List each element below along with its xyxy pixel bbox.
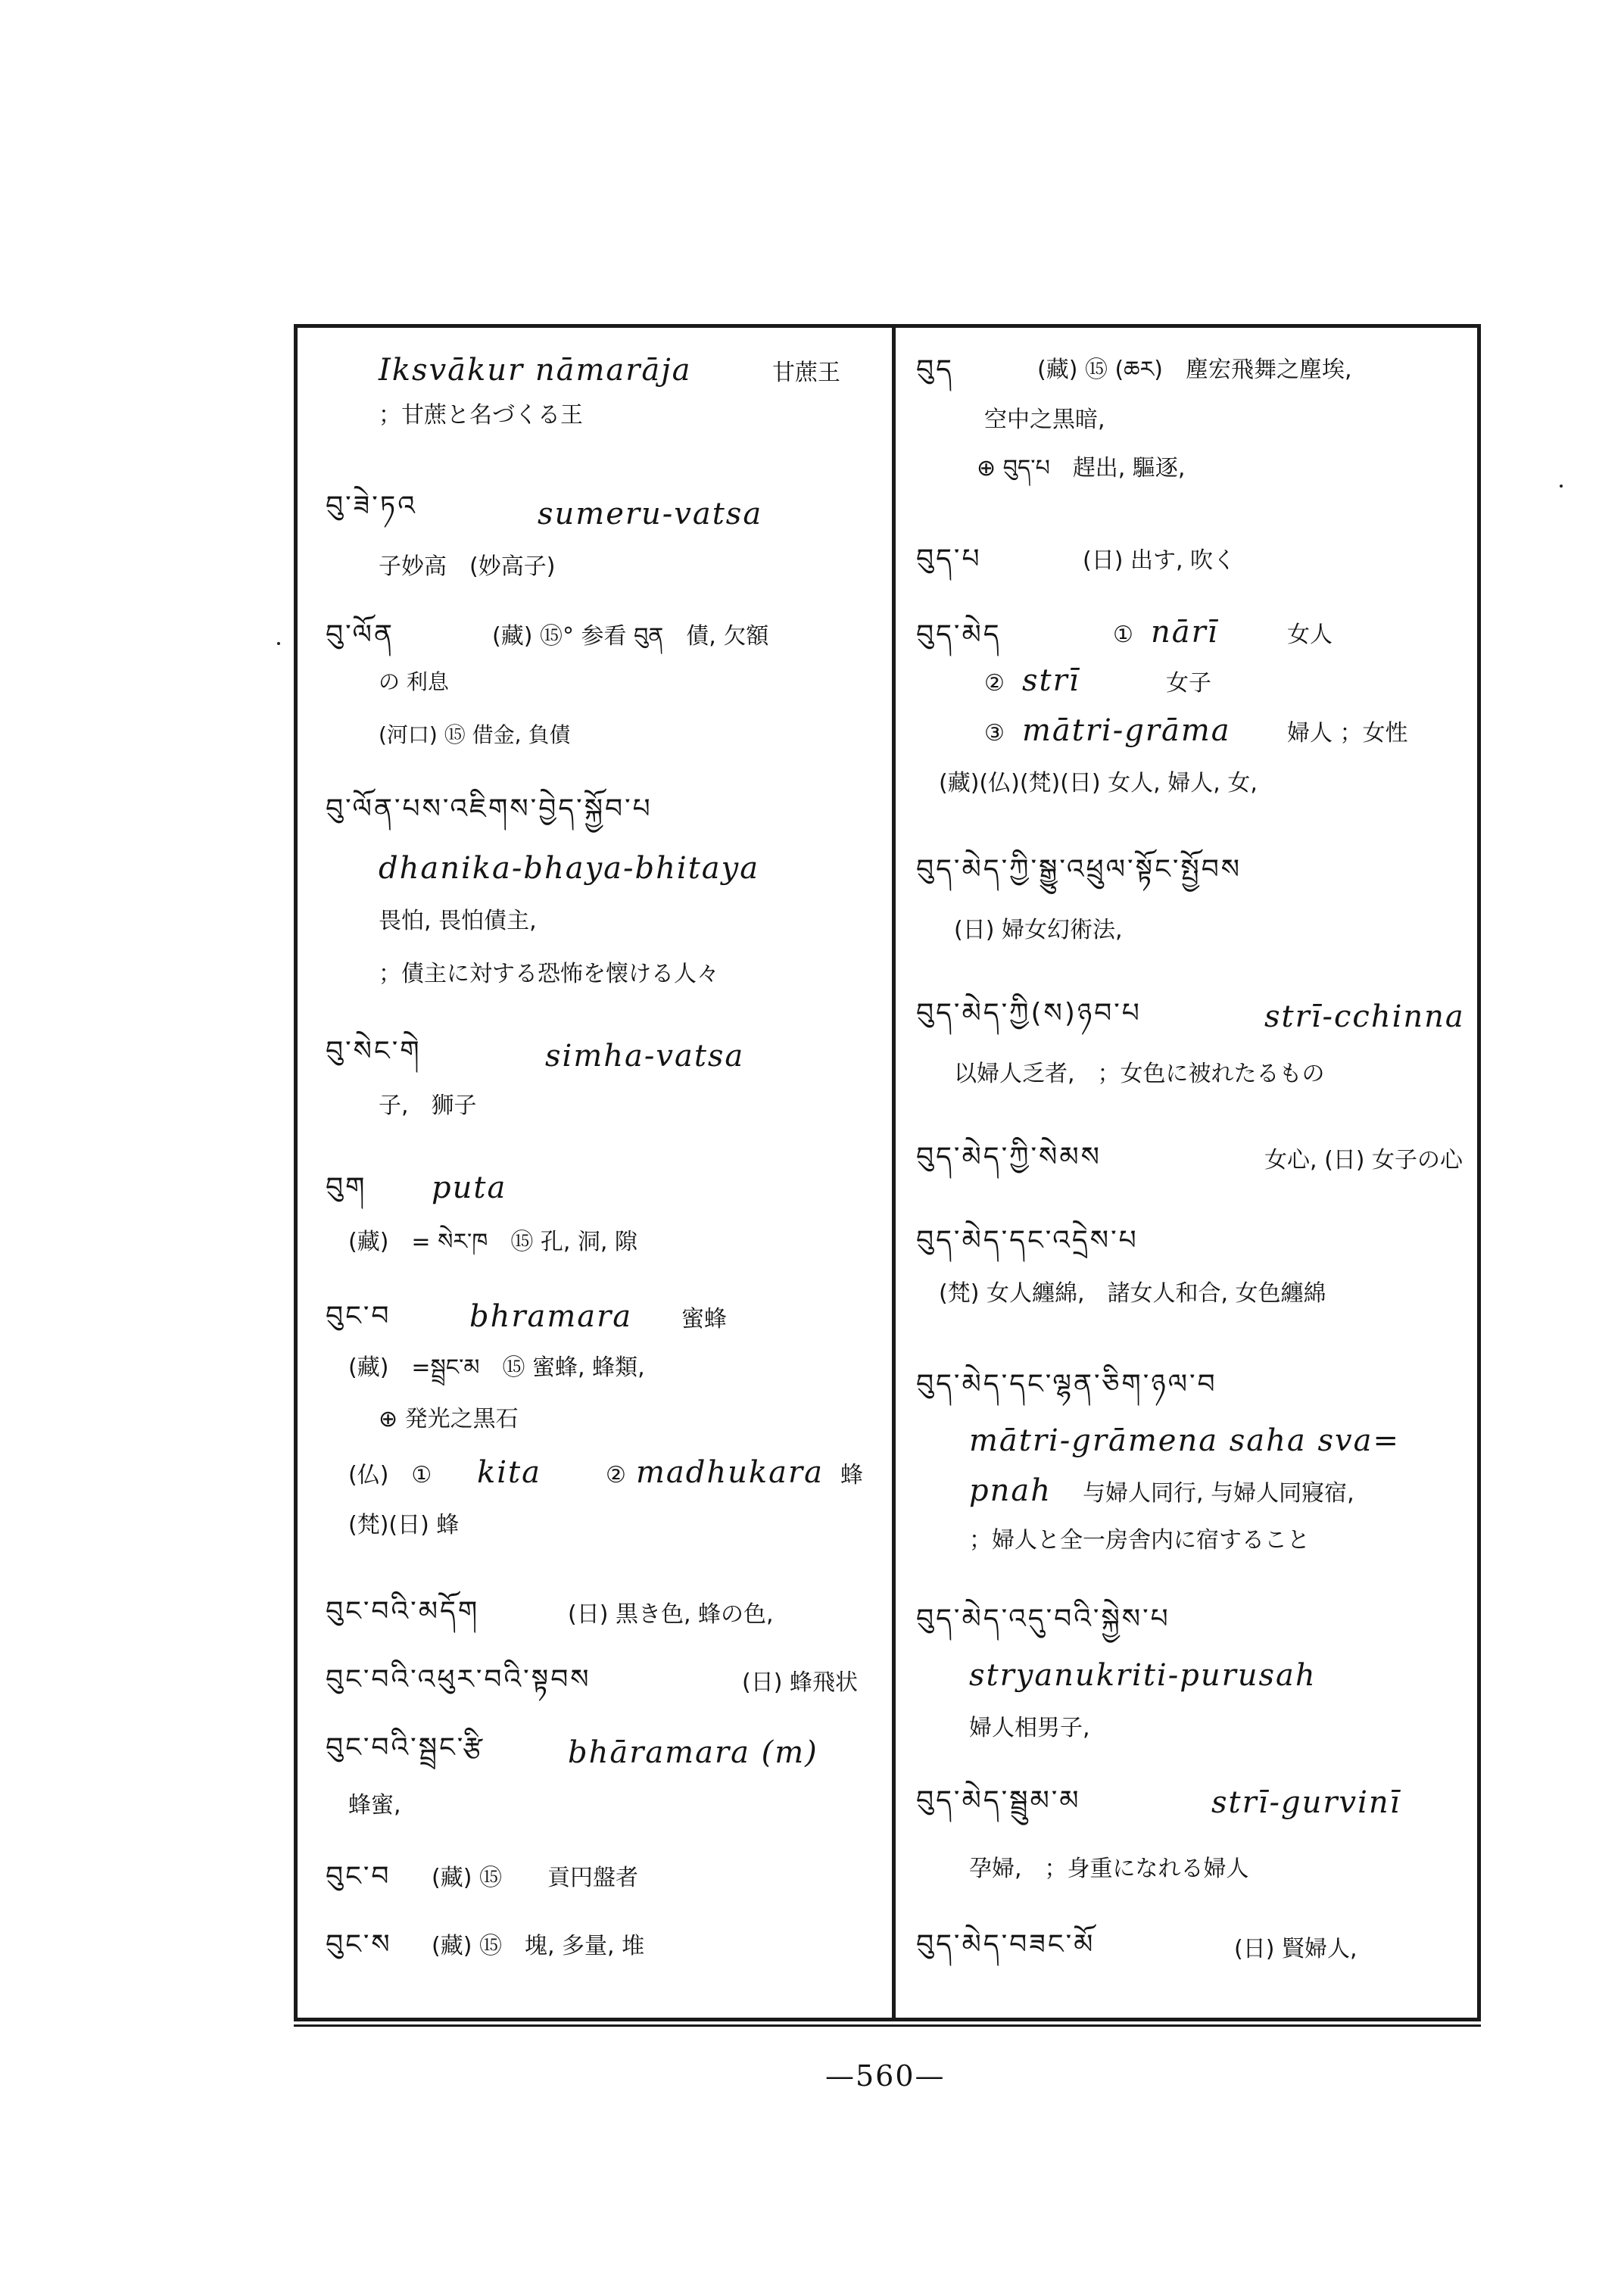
definition-text: (藏) ⑮ 塊, 多量, 堆 — [432, 1933, 645, 1959]
sanskrit-romanization: sumeru-vatsa — [538, 497, 763, 531]
tibetan-headword: བུད་མེད་ཀྱི(ས)ཉབ་པ — [916, 998, 1142, 1029]
definition-text: 蜂蜜, — [348, 1792, 401, 1819]
page-number: —560— — [825, 2059, 946, 2093]
definition-text: ⊕ 発光之黒石 — [379, 1406, 519, 1432]
sanskrit-romanization: strī-gurvinī — [1211, 1785, 1401, 1820]
tibetan-headword: བུད་མེད་དང་འདྲེས་པ — [916, 1225, 1139, 1256]
column-divider — [892, 324, 896, 2021]
definition-text: 畏怕, 畏怕債主, — [379, 908, 537, 934]
definition-text: 女人 — [1287, 622, 1333, 648]
tibetan-headword: བུ་ཟེ་ཏའ — [326, 491, 417, 522]
definition-text: 孕婦, ；身重になれる婦人 — [969, 1856, 1249, 1882]
tibetan-headword: བུང་བ — [326, 1861, 391, 1892]
sanskrit-romanization: strī-cchinna — [1264, 999, 1465, 1034]
definition-text: (日) 賢婦人, — [1234, 1936, 1357, 1962]
tibetan-headword: བུང་བ — [326, 1301, 391, 1332]
sanskrit-romanization: bhāramara (m) — [568, 1735, 818, 1770]
definition-text: ② — [984, 670, 1005, 697]
definition-text: ；甘蔗と名づくる王 — [379, 402, 583, 429]
sanskrit-romanization: dhanika-bhaya-bhitaya — [379, 851, 760, 886]
definition-text: ⊕ བུད་པ 趕出, 驅逐, — [977, 455, 1186, 482]
speck — [1560, 485, 1563, 488]
definition-text: (藏)(仏)(梵)(日) 女人, 婦人, 女, — [939, 770, 1258, 796]
definition-text: 空中之黒暗, — [984, 407, 1105, 433]
definition-text: 蜜蜂 — [681, 1306, 727, 1332]
definition-text: (日) 婦女幻術法, — [954, 917, 1123, 943]
definition-text: ；婦人と全一房舎内に宿すること — [969, 1527, 1310, 1554]
definition-text: (梵) 女人纏綿, 諸女人和合, 女色纏綿 — [939, 1280, 1326, 1307]
tibetan-headword: བུག — [326, 1172, 367, 1203]
definition-text: の 利息 — [379, 669, 449, 694]
tibetan-headword: བུད་མེད་ཀྱི་སྒྱུ་འཕྲུལ་སྟོང་སྤྱོབས — [916, 854, 1242, 885]
tibetan-headword: བུད — [916, 354, 954, 385]
definition-text: (河口) ⑮ 借金, 負債 — [379, 722, 571, 747]
speck — [277, 642, 280, 645]
definition-text: (日) 出す, 吹く — [1083, 547, 1236, 574]
definition-text: ② — [606, 1462, 626, 1488]
definition-text: 以婦人乏者, ；女色に被れたるもの — [954, 1061, 1325, 1087]
tibetan-headword: བུ་ལོན་པས་འཇིགས་བྱེད་སྐྱོབ་པ — [326, 793, 653, 824]
definition-text: 与婦人同行, 与婦人同寢宿, — [1083, 1480, 1354, 1507]
definition-text: (梵)(日) 蜂 — [348, 1512, 460, 1538]
definition-text: (藏) =སྦྲང་མ ⑮ 蜜蜂, 蜂類, — [348, 1354, 645, 1381]
sanskrit-romanization: nārī — [1151, 615, 1219, 650]
tibetan-headword: བུང་བའི་སྦྲང་རྩི — [326, 1732, 485, 1763]
tibetan-headword: བུ་ལོན — [326, 619, 394, 650]
tibetan-headword: བུད་མེད་འདུ་བའི་སྐྱེས་པ — [916, 1604, 1170, 1635]
sanskrit-romanization: simha-vatsa — [545, 1039, 745, 1074]
sanskrit-romanization: mātri-grāmena saha sva= — [969, 1423, 1400, 1458]
sanskrit-romanization: stryanukriti-purusah — [969, 1658, 1317, 1693]
definition-text: 女心, (日) 女子の心 — [1264, 1147, 1463, 1173]
sanskrit-romanization: kita — [477, 1455, 541, 1490]
tibetan-headword: བུད་མེད་ཀྱི་སེམས — [916, 1142, 1102, 1173]
tibetan-headword: བུད་མེད་སྦྲུམ་མ — [916, 1785, 1081, 1816]
sanskrit-romanization: bhramara — [469, 1299, 633, 1334]
definition-text: (仏) ① — [348, 1462, 432, 1488]
sanskrit-romanization: pnah — [969, 1473, 1052, 1508]
definition-text: 甘蔗王 — [772, 360, 840, 386]
definition-text: (日) 蜂飛状 — [742, 1669, 858, 1696]
definition-text: (藏) = སེར་ཁ ⑮ 孔, 洞, 隙 — [348, 1229, 638, 1255]
definition-text: ；債主に対する恐怖を懐ける人々 — [379, 961, 719, 987]
tibetan-headword: བུད་མེད་དང་ལྷན་ཅིག་ཉལ་བ — [916, 1369, 1217, 1400]
tibetan-headword: བུང་བའི་འཕུར་བའི་སྟབས — [326, 1664, 591, 1695]
sanskrit-romanization: puta — [432, 1170, 507, 1205]
definition-text: 女子 — [1166, 670, 1211, 697]
sanskrit-romanization: madhukara — [636, 1455, 824, 1490]
tibetan-headword: བུད་མེད་བཟང་མོ — [916, 1929, 1096, 1960]
sanskrit-romanization: mātri-grāma — [1022, 713, 1231, 748]
sanskrit-romanization: strī — [1022, 663, 1080, 698]
tibetan-headword: བུ་སེང་གེ — [326, 1036, 422, 1067]
definition-text: (藏) ⑮° 参看 བུན 債, 欠額 — [492, 623, 769, 650]
definition-text: (日) 黒き色, 蜂の色, — [568, 1601, 774, 1628]
tibetan-headword: བུང་ས — [326, 1929, 392, 1960]
definition-text: (藏) ⑮ 貢円盤者 — [432, 1865, 638, 1891]
tibetan-headword: བུད་པ — [916, 544, 982, 575]
definition-text: (藏) ⑮ (ཆར) 塵宏飛舞之塵埃, — [1037, 357, 1352, 383]
tibetan-headword: བུང་བའི་མདོག — [326, 1596, 480, 1627]
definition-text: ① — [1113, 622, 1133, 648]
definition-text: 子, 狮子 — [379, 1092, 477, 1119]
definition-text: 婦人相男子, — [969, 1715, 1090, 1741]
definition-text: ③ — [984, 720, 1005, 746]
definition-text: 婦人 ；女性 — [1287, 720, 1408, 746]
tibetan-headword: བུད་མེད — [916, 619, 1002, 650]
sanskrit-romanization: Iksvākur nāmarāja — [379, 353, 692, 388]
definition-text: 子妙高 (妙高子) — [379, 553, 556, 580]
definition-text: 蜂 — [840, 1462, 863, 1488]
